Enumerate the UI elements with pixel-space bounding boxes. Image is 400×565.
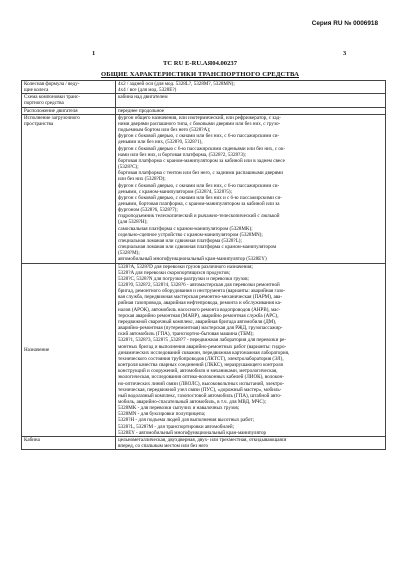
- value-line: но-оптических линий связи (ЛВОЛС), высоковольтных испытаний, электро-: [118, 380, 285, 387]
- value-line: цельнометаллическая, двухдверная, двух- или трехместная, откидывающаяся: [118, 436, 287, 443]
- value-line: 5328?C, 5328?N для погрузки-разгрузки и перевозки грузов;: [118, 275, 249, 282]
- value-line: технического состояния трубопроводов (ЛКТСТ), электролаборатория (ЭЛ),: [118, 355, 284, 362]
- row-label: Колесная формула / веду- щие колеса: [22, 81, 116, 94]
- row-value: [116, 263, 386, 436]
- value-line: 4х2 / задней оси (для мод. 5328L?, 5328M?, 5328MN);: [118, 81, 235, 87]
- table-row: [22, 436, 386, 449]
- value-line: 5328?L, 5328?M - для транспортировки автомобилей;: [118, 423, 235, 430]
- characteristics-table: [21, 80, 386, 450]
- value-line: специальная ломаная или сдвижная платформа с краном-манипулятором: [118, 244, 277, 251]
- value-line: ними дверями распашного типа, с боковыми дверями или без них, с грузо-: [118, 120, 281, 127]
- value-line: ский автомобиль (ГПА), транспортно-бытовая машина (ТБМ);: [118, 331, 254, 338]
- page-number-left: 1: [92, 50, 96, 57]
- value-line: экологическая, исследования оптико-волоконных кабелей (ЛИОК), волокон-: [118, 374, 284, 381]
- value-line: бортовая платформа с тентом или без него, с задними распашными дверями: [118, 170, 283, 177]
- row-label: Расположение двигателя: [22, 107, 116, 114]
- row-label: Кабина: [22, 436, 116, 449]
- value-line: гидроподъемник телескопический и рычажно-телескопический с люлькой: [118, 213, 280, 220]
- value-line: бортовая платформа с краном-манипулятором за кабиной или в заднем свесе: [118, 157, 285, 164]
- value-line: бригад, ремонтного оборудования и инструмента (варианты: аварийная газо-: [118, 288, 286, 295]
- table-row: [22, 94, 386, 107]
- table-row: [22, 81, 386, 94]
- value-line: техническая, передвижной узел связи (ПУС), «дорожный мастер», мобиль-: [118, 386, 282, 393]
- value-line: конструкций и сооружений, автомобили и механиками, метрологическая,: [118, 368, 278, 375]
- section-title: ОБЩИЕ ХАРАКТЕРИСТИКИ ТРАНСПОРТНОГО СРЕДСТВА: [100, 71, 300, 78]
- value-line: передвижной сварочный комплекс, аварийная бригада автомобиля (ДМ),: [118, 318, 277, 325]
- row-value: [116, 114, 386, 263]
- table-row: [22, 107, 386, 114]
- value-line: переднее продольное: [118, 107, 165, 114]
- value-line: (для 5328?H);: [118, 219, 148, 226]
- row-label: Назначение: [22, 263, 116, 436]
- value-line: фургон с боковой дверью, с окнами или без них, с 6-ю пассажирскими си-: [118, 182, 280, 189]
- value-line: вая служба, передвижная мастерская ремонтно-механическая (ПАРМ), ава-: [118, 294, 283, 301]
- value-line: терская аварийно ремонтная (МАВР), аварийно ремонтная служба (АРС),: [118, 312, 279, 319]
- row-value: [116, 107, 386, 114]
- value-line: 5328?1, 5328?3, 5328?5 ,5328?7 - передвижная лаборатория для перевозки ре-: [118, 337, 287, 344]
- row-label: Схема компоновки транс- портного средства: [22, 94, 116, 107]
- row-value: [116, 94, 386, 107]
- value-line: аварийно-ремонтная (путеремонтная) мастерская для РЖД, грузопассажир-: [118, 325, 283, 332]
- value-line: контроля качества сварных соединений (ЛККС), неразрушающего контроля: [118, 362, 283, 369]
- value-line: 5328?A для перевозки скоропортящихся продуктов;: [118, 269, 231, 276]
- serial-number: Серия RU № 0006918: [311, 20, 378, 27]
- value-line: фургон с боковой дверью, с окнами или без них и с 6-ю пассажирскими си-: [118, 194, 282, 201]
- value-line: фургон с боковой дверью с 6-ю пассажирскими сиденьями или без них, с ок-: [118, 145, 286, 152]
- table-row: [22, 263, 386, 436]
- value-line: деньями или без них, (5328?0, 5328?1),: [118, 139, 203, 146]
- value-line: (5328?M);: [118, 250, 140, 257]
- value-line: 5328?A, 5328?D для перевозки грузов различного назначения;: [118, 263, 253, 270]
- value-line: специальная ломаная или сдвижная платформа (5328?L);: [118, 237, 242, 244]
- document-code: ТС RU E-RU.АЯ04.00237: [163, 60, 237, 67]
- value-line: 4х4 / все (для мод. 5328E?): [118, 87, 177, 94]
- value-line: подъемным бортом или без него (5328?A);: [118, 127, 211, 134]
- value-line: деньями, бортовая платформа, с краном-манипулятором за кабиной или за: [118, 200, 280, 207]
- value-line: 5328?H - для подъема людей для выполнения высотных работ;: [118, 417, 255, 424]
- value-line: фургоном (5328?6, 5328?7);: [118, 207, 178, 214]
- row-value: [116, 81, 386, 94]
- value-line: мобиль, аварийно-спасательный автомобиль, в т.ч. для МВД, МЧС);: [118, 398, 266, 405]
- row-label: Исполнение загрузочного пространства: [22, 114, 116, 263]
- table-row: [22, 114, 386, 263]
- value-line: 5328?0, 5328?2, 5328?4, 5328?6 - автомастерская для перевозки ремонтной: [118, 282, 280, 288]
- value-line: седельно-сцепное устройство с краном-манипулятором (5328MN);: [118, 231, 263, 238]
- value-line: 5328EY - автомобильный многофункциональный кран-манипулятор: [118, 429, 267, 436]
- value-line: вперед, со спальным местом или без него: [118, 443, 209, 450]
- value-line: нами или без них, и бортовая платформа, (5328?2, 5328?3);: [118, 151, 246, 158]
- value-line: 5328MN - для буксировки полуприцепа;: [118, 411, 206, 418]
- page-number-right: 3: [343, 50, 347, 57]
- value-line: кабина над двигателем: [118, 94, 168, 101]
- value-line: рийная газопровода, аварийная нефтепровода, ремонта и обслуживания ка-: [118, 300, 282, 307]
- value-line: самосвальная платформа с краном-манипулятором (5328MK);: [118, 225, 253, 232]
- value-line: (5328?C);: [118, 164, 139, 171]
- value-line: налов (АРОК), автомобиль насосного ремонта водопроводов (АНРВ), мас-: [118, 306, 281, 313]
- value-line: ный водолазный комплекс, газопостовой автомобиль (ГПА), штабной авто-: [118, 392, 282, 399]
- value-line: 5328MK - для перевозки сыпучих и навалочных грузов;: [118, 405, 240, 412]
- value-line: автомобильный многофункциональный кран-манипулятор (5328EY): [118, 256, 267, 263]
- value-line: фургон общего назначения, или изотермический, или рефрижератор, с зад-: [118, 114, 281, 121]
- value-line: динамических исследований скважин, передвижная картонажная лаборатория,: [118, 349, 290, 356]
- value-line: деньями, с краном-манипулятором (5328?4, 5328?5);: [118, 188, 233, 195]
- value-line: или без них (5328?D);: [118, 176, 166, 183]
- value-line: монтных бригад и выполнения аварийно-ремонтных работ (варианты: гидро-: [118, 343, 287, 350]
- value-line: фургон с боковой дверью, с окнами или без них, с 6-ю пассажирскими си-: [118, 133, 280, 140]
- row-value: [116, 436, 386, 449]
